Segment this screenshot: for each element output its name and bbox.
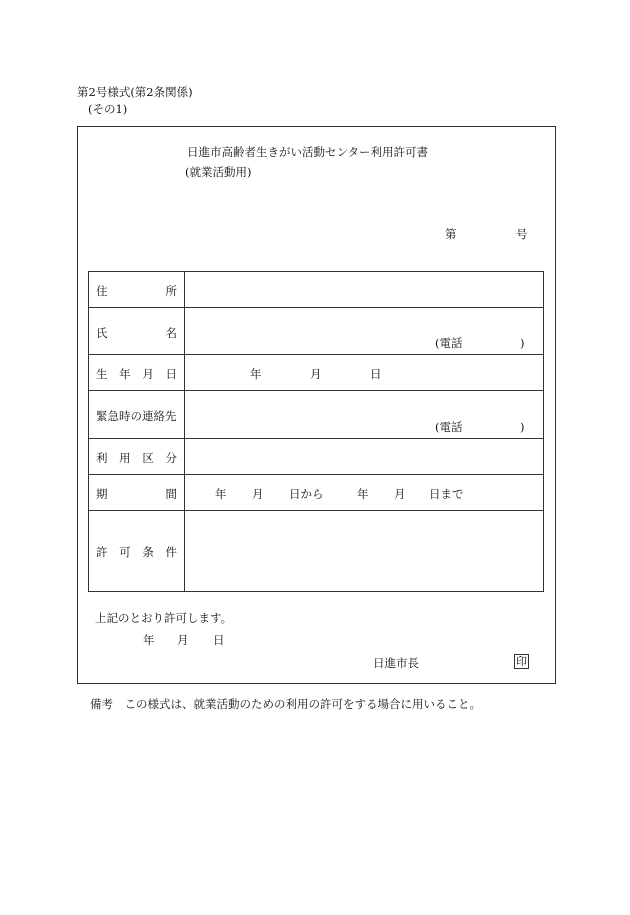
issuer-name: 日進市長 <box>373 656 419 670</box>
address-field[interactable] <box>185 272 544 308</box>
name-field[interactable] <box>185 308 544 355</box>
emergency-contact-field[interactable] <box>185 391 544 439</box>
birthdate-field[interactable]: 年 月 日 <box>185 355 544 391</box>
phone-note: (電話 ) <box>435 420 525 434</box>
usage-category-field[interactable] <box>185 439 544 475</box>
table-row-period <box>89 475 544 511</box>
permit-statement: 上記のとおり許可します。 <box>95 611 233 625</box>
table-row-address <box>89 272 544 308</box>
phone-note: (電話 ) <box>435 336 525 350</box>
document-title: 日進市高齢者生きがい活動センター利用許可書 <box>187 145 429 159</box>
label-emergency-contact: 緊急時の連絡先 <box>89 391 185 439</box>
document-subtitle: (就業活動用) <box>185 165 252 179</box>
permit-conditions-field[interactable] <box>185 511 544 592</box>
issue-date-month: 月 <box>177 633 189 647</box>
period-field[interactable]: 年 月 日から 年 月 日まで <box>185 475 544 511</box>
label-birthdate: 生 年 月 日 <box>89 355 185 391</box>
seal-icon: 印 <box>516 655 527 668</box>
table-row-birthdate <box>89 355 544 391</box>
issue-date-day: 日 <box>213 633 225 647</box>
table-row-permit-conditions <box>89 511 544 592</box>
table-row-name <box>89 308 544 355</box>
remark-note: 備考 この様式は、就業活動のための利用の許可をする場合に用いること。 <box>90 697 481 711</box>
label-address: 住 所 <box>89 272 185 308</box>
label-name: 氏 名 <box>89 308 185 355</box>
document-number-suffix: 号 <box>516 227 528 241</box>
label-period: 期 間 <box>89 475 185 511</box>
label-permit-conditions: 許 可 条 件 <box>89 511 185 592</box>
document-number-prefix: 第 <box>445 227 457 241</box>
seal-mark <box>514 654 529 669</box>
label-usage-category: 利 用 区 分 <box>89 439 185 475</box>
permit-form-table <box>88 271 544 592</box>
sub-number: (その1) <box>88 102 128 116</box>
table-row-usage-category <box>89 439 544 475</box>
issue-date-year: 年 <box>143 633 155 647</box>
table-row-emergency-contact <box>89 391 544 439</box>
form-number: 第2号様式(第2条関係) <box>77 85 193 99</box>
